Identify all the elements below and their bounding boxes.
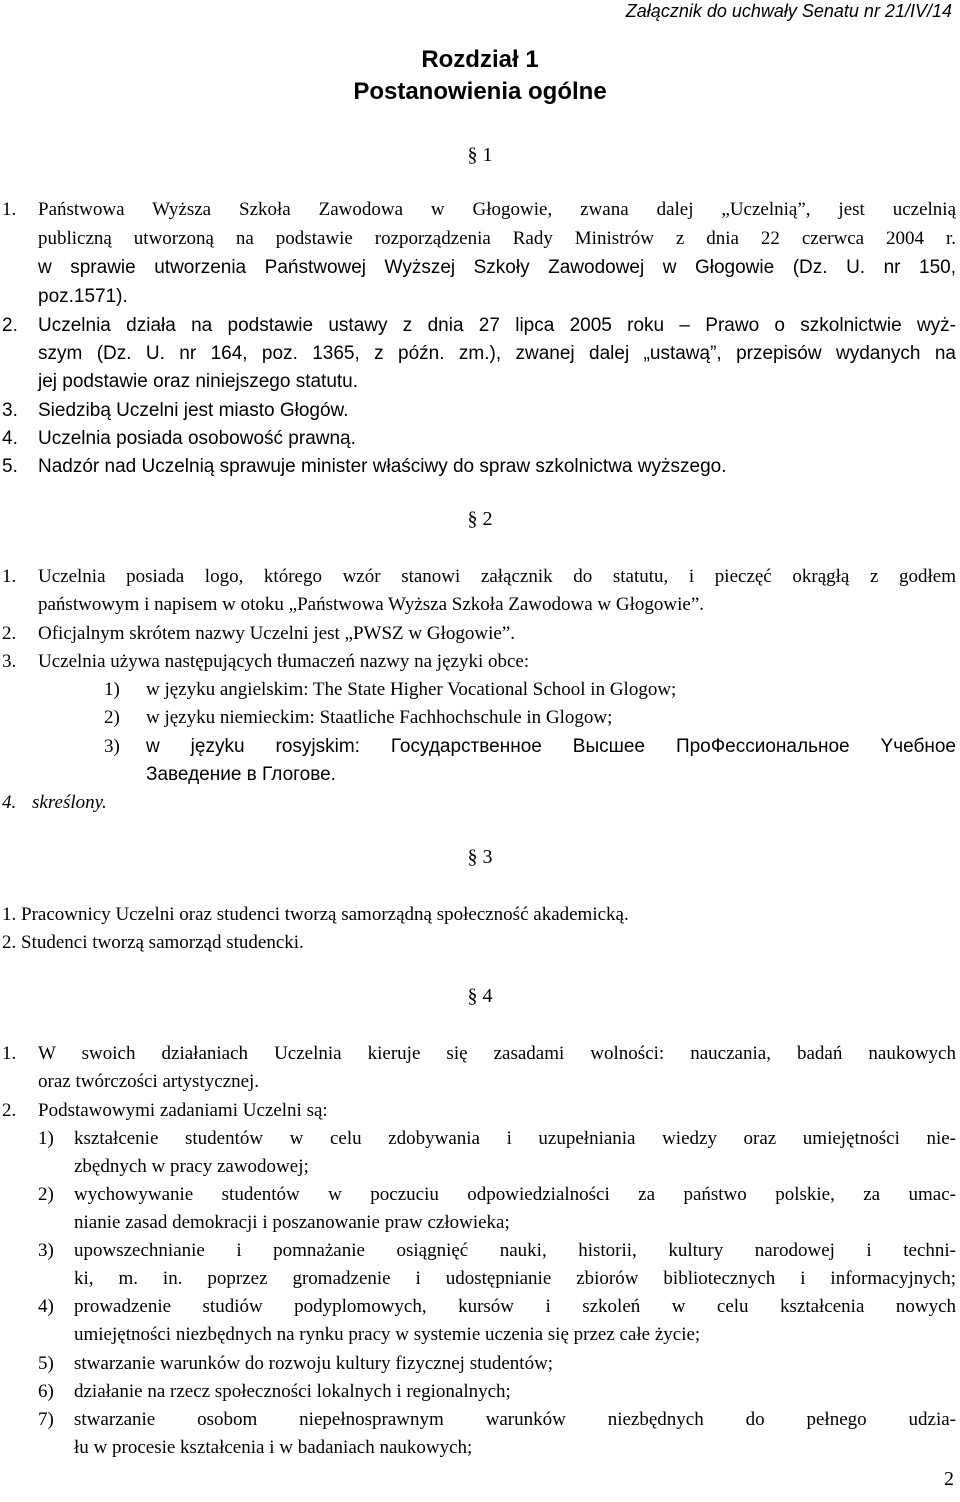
item-text: jej podstawie oraz niniejszego statutu.	[38, 371, 359, 392]
item-number: 3)	[38, 1240, 54, 1261]
item-text: Uczelnia działa na podstawie ustawy z dnia 27 lipca 2005 roku – Prawo o szkolnictwie wyż-	[38, 315, 956, 336]
section-1-sign: § 1	[467, 144, 493, 166]
item-text: Uczelnia używa następujących tłumaczeń nazwy na języki obce:	[38, 651, 530, 672]
item-text: Uczelnia posiada osobowość prawną.	[38, 428, 356, 449]
page-number: 2	[944, 1468, 954, 1490]
item-number: 3)	[104, 736, 120, 757]
item-text: zbędnych w pracy zawodowej;	[74, 1156, 309, 1177]
chapter-subtitle: Postanowienia ogólne	[353, 78, 607, 105]
item-text: w języku angielskim: The State Higher Vocational School in Glogow;	[146, 679, 677, 700]
item-number: 5)	[38, 1353, 54, 1374]
item-number: 3.	[2, 400, 18, 421]
item-text: Podstawowymi zadaniami Uczelni są:	[38, 1100, 328, 1121]
item-text: poz.1571).	[38, 286, 128, 307]
item-number: 4.	[2, 428, 18, 449]
item-text: w języku rosyjskim: Государственное Высшее ПроФессиональное Yчебное	[146, 736, 956, 757]
item-text: upowszechnianie i pomnażanie osiągnięć nauki, historii, kultury narodowej i techni-	[74, 1240, 956, 1261]
item-number: 1.	[2, 199, 17, 220]
item-text: Nadzór nad Uczelnią sprawuje minister właściwy do spraw szkolnictwa wyższego.	[38, 456, 727, 477]
item-text: działanie na rzecz społeczności lokalnych i regionalnych;	[74, 1381, 511, 1402]
item-text: państwowym i napisem w otoku „Państwowa Wyższa Szkoła Zawodowa w Głogowie”.	[38, 594, 705, 615]
item-number: 3.	[2, 651, 17, 672]
item-number: 2.	[2, 1100, 17, 1121]
item-number: 4.	[2, 792, 17, 813]
item-text: W swoich działaniach Uczelnia kieruje się zasadami wolności: nauczania, badań naukowych	[38, 1043, 956, 1064]
item-number: 7)	[38, 1409, 54, 1430]
item-number: 1.	[2, 566, 17, 587]
item-text: umiejętności niezbędnych na rynku pracy w systemie uczenia się przez całe życie;	[74, 1324, 701, 1345]
item-text: 1. Pracownicy Uczelni oraz studenci tworzą samorządną społeczność akademicką.	[2, 904, 629, 925]
item-number: 1.	[2, 1043, 17, 1064]
attachment-header: Załącznik do uchwały Senatu nr 21/IV/14	[625, 1, 952, 21]
item-text: szym (Dz. U. nr 164, poz. 1365, z późn. zm.), zwanej dalej „ustawą”, przepisów wydanych na	[38, 343, 956, 364]
item-number: 2.	[2, 623, 17, 644]
item-number: 2)	[38, 1184, 54, 1205]
item-number: 2.	[2, 315, 18, 336]
item-number: 5.	[2, 456, 18, 477]
item-text: Заведение в Глогове.	[146, 764, 336, 785]
item-text: oraz twórczości artystycznej.	[38, 1071, 260, 1092]
item-text: skreślony.	[32, 792, 107, 813]
item-text: Uczelnia posiada logo, którego wzór stanowi załącznik do statutu, i pieczęć okrągłą z godłem	[38, 566, 956, 587]
item-text: wychowywanie studentów w poczuciu odpowiedzialności za państwo polskie, za umac-	[74, 1184, 956, 1205]
item-text: prowadzenie studiów podyplomowych, kursów i szkoleń w celu kształcenia nowych	[74, 1296, 956, 1317]
item-text: Siedzibą Uczelni jest miasto Głogów.	[38, 400, 349, 421]
item-text: kształcenie studentów w celu zdobywania i uzupełniania wiedzy oraz umiejętności nie-	[74, 1128, 956, 1149]
section-4-sign: § 4	[467, 985, 493, 1007]
item-text: w sprawie utworzenia Państwowej Wyższej Szkoły Zawodowej w Głogowie (Dz. U. nr 150,	[38, 257, 956, 278]
item-text: publiczną utworzoną na podstawie rozporządzenia Rady Ministrów z dnia 22 czerwca 2004 r.	[38, 228, 956, 249]
item-number: 1)	[38, 1128, 54, 1149]
item-text: 2. Studenci tworzą samorząd studencki.	[2, 932, 304, 953]
item-number: 4)	[38, 1296, 54, 1317]
section-2-sign: § 2	[467, 508, 493, 530]
item-text: w języku niemieckim: Staatliche Fachhochschule in Glogow;	[146, 707, 613, 728]
section-3-sign: § 3	[467, 846, 493, 868]
item-number: 1)	[104, 679, 120, 700]
item-text: stwarzanie warunków do rozwoju kultury fizycznej studentów;	[74, 1353, 554, 1374]
item-text: Państwowa Wyższa Szkoła Zawodowa w Głogowie, zwana dalej „Uczelnią”, jest uczelnią	[38, 199, 956, 220]
item-text: nianie zasad demokracji i poszanowanie praw człowieka;	[74, 1212, 510, 1233]
chapter-title: Rozdział 1	[421, 46, 539, 73]
chapter-heading	[300, 44, 660, 108]
item-text: Oficjalnym skrótem nazwy Uczelni jest „PWSZ w Głogowie”.	[38, 623, 515, 644]
item-text: łu w procesie kształcenia i w badaniach naukowych;	[74, 1437, 473, 1458]
item-number: 6)	[38, 1381, 54, 1402]
item-text: ki, m. in. poprzez gromadzenie i udostępnianie zbiorów bibliotecznych i informacyjnych;	[74, 1268, 956, 1289]
item-text: stwarzanie osobom niepełnosprawnym warunków niezbędnych do pełnego udzia-	[74, 1409, 956, 1430]
item-number: 2)	[104, 707, 120, 728]
